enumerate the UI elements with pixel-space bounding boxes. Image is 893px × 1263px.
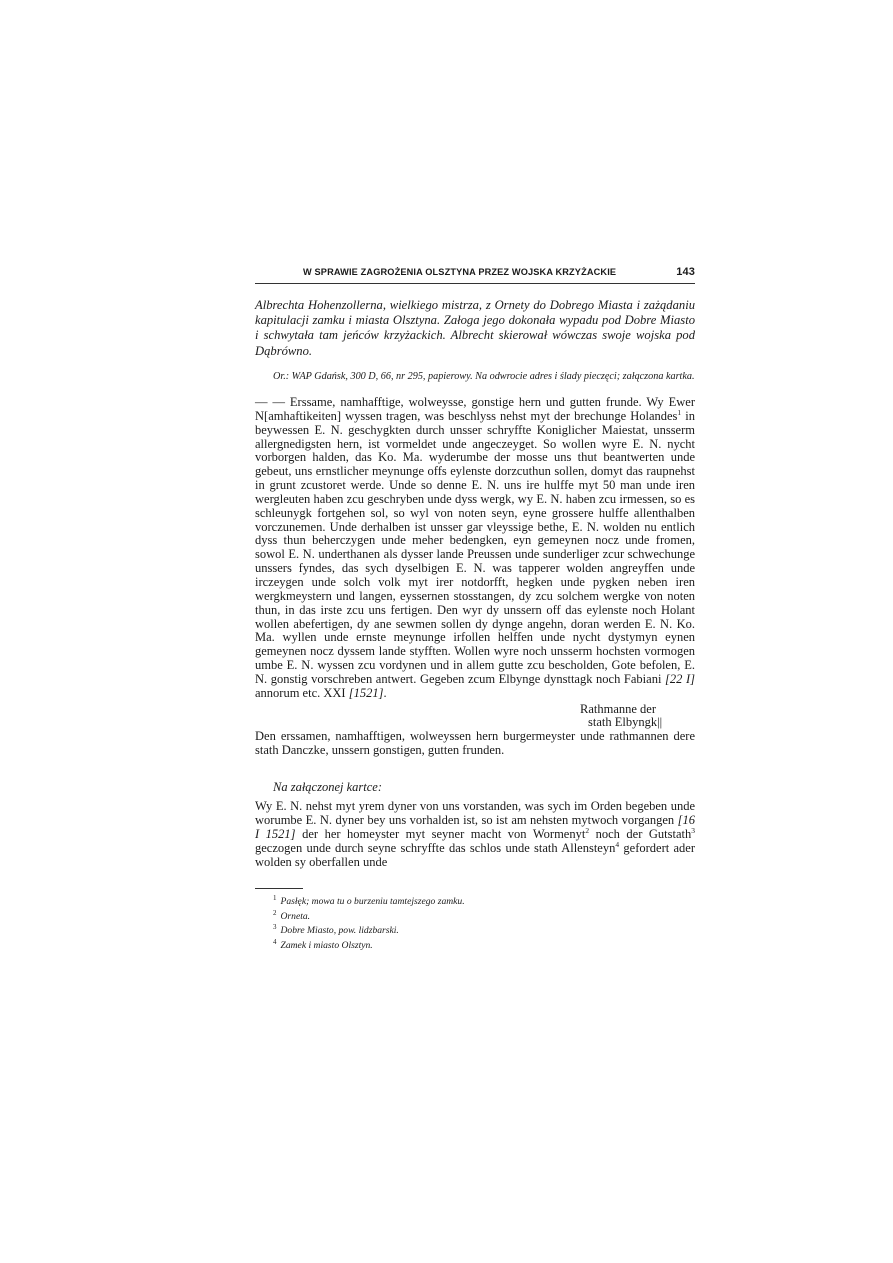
- footnote-number: 1: [273, 893, 277, 902]
- letter-signature: [255, 703, 695, 731]
- footnote-text: Zamek i miasto Olsztyn.: [280, 940, 373, 952]
- attachment-heading: Na załączonej kartce:: [273, 780, 383, 795]
- attachment-text-part: der her homeyster myt seyner macht von Wormenyt: [295, 827, 586, 842]
- footnote-number: 3: [273, 923, 277, 932]
- signature-line: Rathmanne der: [580, 701, 657, 716]
- book-page: [255, 266, 695, 952]
- source-note: Or.: WAP Gdańsk, 300 D, 66, nr 295, papierowy. Na odwrocie adres i ślady pieczęci; załączona kartka.: [273, 370, 695, 382]
- footnote-ref: 1: [677, 407, 682, 417]
- date-annotation: [16 I 1521]: [255, 813, 695, 842]
- date-annotation: [22 I]: [665, 671, 695, 686]
- year-annotation: [1521]: [348, 685, 384, 700]
- attachment-text-part: noch der Gutstath: [589, 827, 692, 842]
- footnote: [255, 922, 695, 937]
- footnote-ref: 4: [615, 839, 620, 849]
- letter-text-part: in beywessen E. N. geschygkten durch unsser schryffte Koniglicher Maiestat, unsserm allergnedigsten hern, ist vormeldet unde angeczeyget. So wollen wyre E. N. nycht vorborgen halden, das Ko. Ma. wyderumbe der mosse uns thut beantwerten unde gebeut, uns ernstlicher meynunge offs eylenste dorzcuthun sollen, domyt das raupnehst in grunt zcustoret werde. Unde so denne E. N. uns ire hulffe myt 50 man unde iren wergleuten haben zcu geschryben unde dyss wergk, wy E. N. haben zcu irmessen, so es schleunygk fortgehen sol, so wyl von noten seyn, eyne grossere hulffe allenthalben vorczunemen. Unde derhalben ist unsser gar vleyssige bethe, E. N. wolden nu entlich dyss thun beherczygen unde meher bedengken, eyn gemeynen nocz unde fromen, sowol E. N. underthanen als dysser lande Preussen unde sunderliger zcur schwechunge unssers fyndes, das sych dyselbigen E. N. was tapperer wolden angreyffen unde irczeygen unde solch volk myt irer notdorfft, hegken unde pygken neben iren wergkmeystern und langen, eyssernen stosstangen, dy zcu solchem wergke von noten thun, in das irste zcu uns fertigen. Den wyr dy unssern off das eylenste noch Holant wollen abefertigen, dy ane sewmen sollen dy dynge angehn, doran werden E. N. Ko. Ma. wyllen unde ernste meynunge irfollen helffen unde nycht dystymyn eynen gemeynen nocz dyssem lande styfften. Wollen wyre noch unsserm hochsten vormogen umbe E. N. wyssen zcu vordynen und in allem gutte zcu bescholden, Gote befolen, E. N. gonstig vorschreben antwert. Gegeben zcum Elbynge dynsttagk noch Fabiani: [255, 408, 695, 686]
- footnote: [255, 908, 695, 923]
- running-head-title: W SPRAWIE ZAGROŻENIA OLSZTYNA PRZEZ WOJSKA KRZYŻACKIE: [303, 267, 617, 277]
- footnote-text: Orneta.: [280, 910, 311, 922]
- letter-body: [255, 396, 695, 701]
- running-head: [255, 266, 695, 284]
- footnotes-list: [255, 893, 695, 952]
- footnote-text: Pasłęk; mowa tu o burzeniu tamtejszego zamku.: [280, 895, 465, 907]
- footnote-text: Dobre Miasto, pow. lidzbarski.: [280, 925, 399, 937]
- letter-text-part: — — Erssame, namhafftige, wolweysse, gonstige hern und gutten frunde. Wy Ewer N[amhaftikeiten] wyssen tragen, was beschlyss nehst myt der brechunge Holandes: [255, 395, 695, 423]
- footnote: [255, 937, 695, 952]
- attachment-text-part: Wy E. N. nehst myt yrem dyner von uns vorstanden, was sych im Orden begeben unde worumbe E. N. dyner bey uns vorhalden ist, so ist am nehsten mytwoch vorgangen: [255, 799, 695, 828]
- letter-text-part: .: [383, 685, 387, 700]
- footnote: [255, 893, 695, 908]
- document-abstract: Albrechta Hohenzollerna, wielkiego mistrza, z Ornety do Dobrego Miasta i zażądaniu kapitulacji zamku i miasta Olsztyna. Załoga jego dokonała wypadu pod Dobre Miasto i schwytała tam jeńców krzyżackich. Albrecht skierował wówczas swoje wojska pod Dąbrówno.: [255, 298, 695, 358]
- footnote-number: 2: [273, 908, 277, 917]
- letter-text-part: annorum etc. XXI: [255, 685, 349, 700]
- attachment-body: [255, 800, 695, 870]
- footnote-divider: [255, 888, 303, 889]
- footnote-ref: 3: [691, 825, 695, 835]
- footnote-ref: 2: [585, 825, 590, 835]
- signature-line: stath Elbyngk||: [588, 715, 663, 730]
- footnote-number: 4: [273, 938, 277, 947]
- attachment-text-part: geczogen unde durch seyne schryffte das schlos unde stath Allensteyn: [255, 840, 616, 855]
- letter-address: Den erssamen, namhafftigen, wolweyssen hern burgermeyster unde rathmannen dere stath Danczke, unssern gonstigen, gutten frunden.: [255, 729, 695, 758]
- attachment-text-part: gefordert ader wolden sy oberfallen unde: [255, 840, 695, 869]
- page-number: 143: [676, 266, 695, 278]
